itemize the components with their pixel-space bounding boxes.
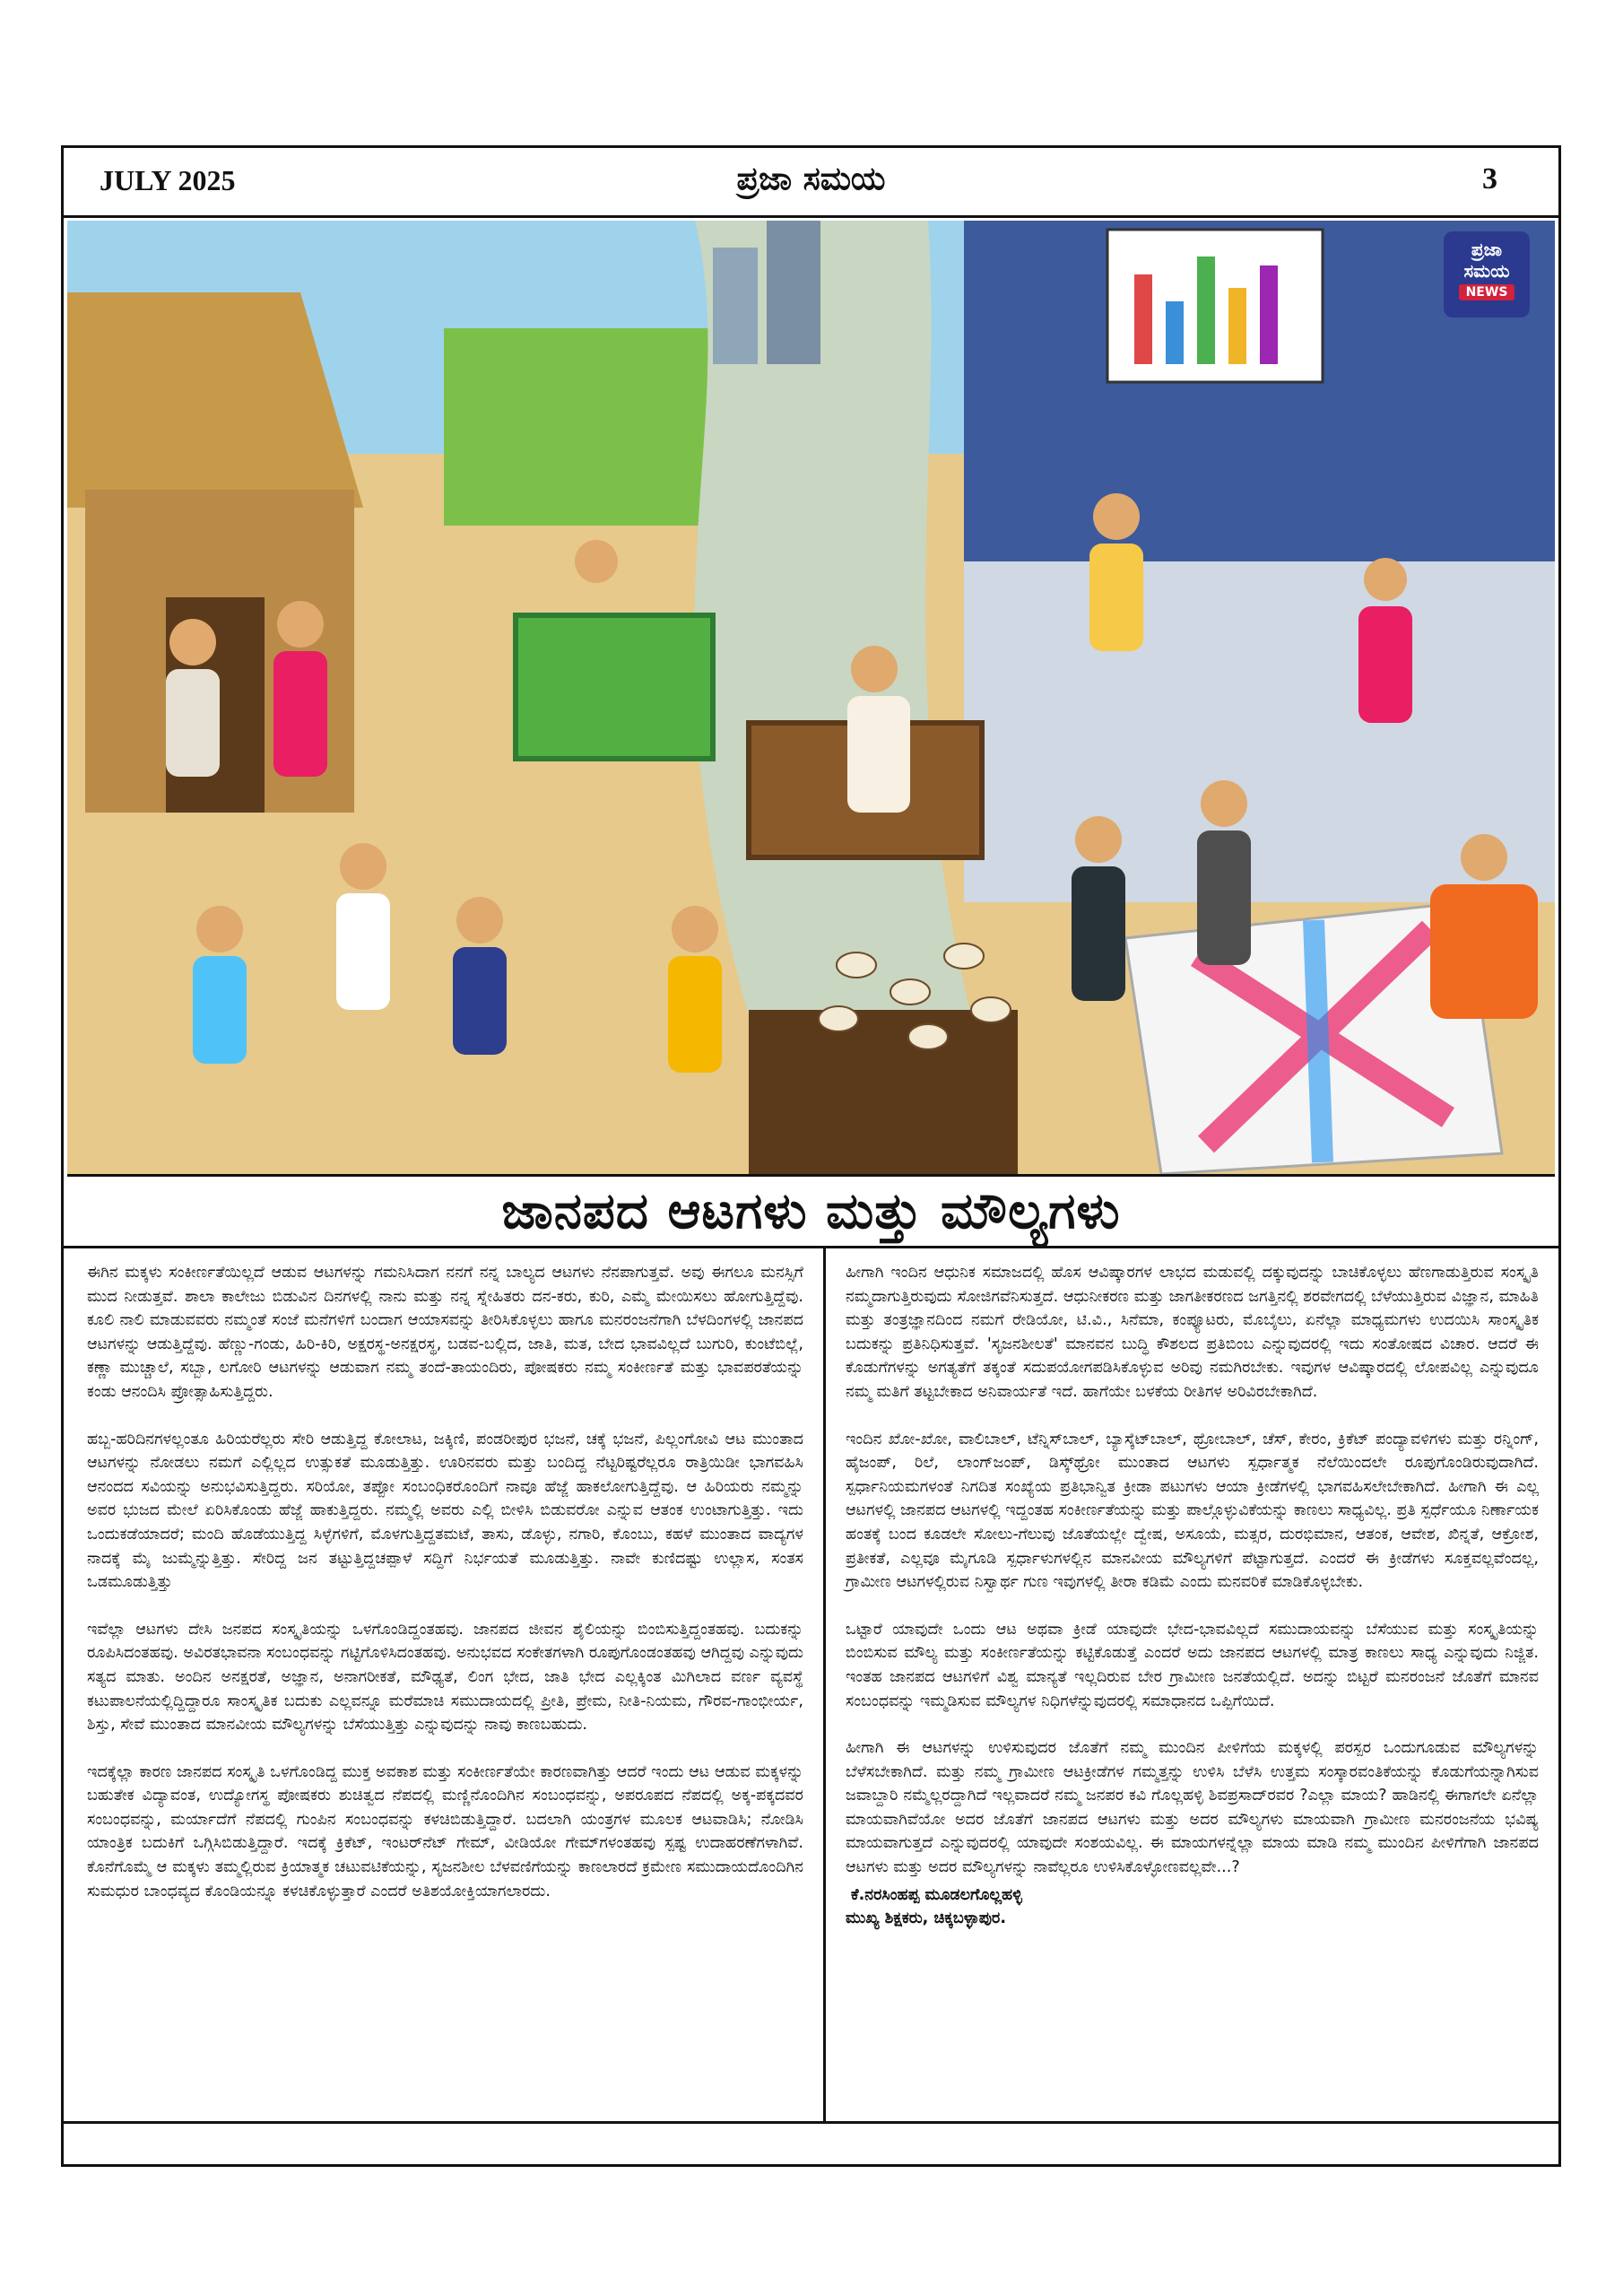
- praja-samaya-news-logo: ಪ್ರಜಾ ಸಮಯ NEWS: [1444, 231, 1530, 317]
- paragraph: ಇಂದಿನ ಖೋ-ಖೋ, ವಾಲಿಬಾಲ್, ಟೆನ್ನಿಸ್‌ಬಾಲ್, ಬ್ಯಾಸ್ಕೆಟ್‌ಬಾಲ್, ಥ್ರೋಬಾಲ್, ಚೆಸ್, ಕೇರಂ, ಕ್ರಿಕೆಟ್ ಪಂದ್ಯಾವಳಿಗಳು ಮತ್ತು ರನ್ನಿಂಗ್, ಹೈಜಂಪ್, ರಿಲೆ, ಲಾಂಗ್‌ಜಂಪ್, ಡಿಸ್ಕ್‌ಥ್ರೋ ಮುಂತಾದ ಆಟಗಳು ಸ್ಪರ್ಧಾತ್ಮಕ ನೆಲೆಯಿಂದಲೇ ರೂಪುಗೊಂಡಿರುವುದಾಗಿದೆ. ಸ್ಪರ್ಧಾನಿಯಮಗಳಂತೆ ನಿಗದಿತ ಸಂಖ್ಯೆಯ ಪ್ರತಿಭಾನ್ವಿತ ಕ್ರೀಡಾ ಪಟುಗಳು ಆಯಾ ಕ್ರೀಡೆಗಳಲ್ಲಿ ಭಾಗವಹಿಸಲೇಬೇಕಾಗಿದೆ. ಹೀಗಾಗಿ ಈ ಎಲ್ಲ ಆಟಗಳಲ್ಲಿ ಜಾನಪದ ಆಟಗಳಲ್ಲಿ ಇದ್ದಂತಹ ಸಂಕೀರ್ಣತೆಯನ್ನು ಮತ್ತು ಪಾಲ್ಗೊಳ್ಳುವಿಕೆಯನ್ನು ಕಾಣಲು ಸಾಧ್ಯವಿಲ್ಲ. ಪ್ರತಿ ಸ್ಪರ್ಧೆಯೂ ನಿರ್ಣಾಯಕ ಹಂತಕ್ಕೆ ಬಂದ ಕೂಡಲೇ ಸೋಲು-ಗೆಲುವು ಜೊತೆಯಲ್ಲೇ ದ್ವೇಷ, ಅಸೂಯೆ, ಮತ್ಸರ, ದುರಭಿಮಾನ, ಆತಂಕ, ಆವೇಶ, ಖಿನ್ನತೆ, ಆಕ್ರೋಶ, ಪ್ರತೀಕತೆ, ಎಲ್ಲವೂ ಮೈಗೂಡಿ ಸ್ಪರ್ಧಾಳುಗಳಲ್ಲಿನ ಮಾನವೀಯ ಮೌಲ್ಯಗಳಿಗೆ ಪೆಟ್ಟಾಗುತ್ತದೆ. ಎಂದರೆ ಈ ಕ್ರೀಡೆಗಳು ಸೂಕ್ತವಲ್ಲವೆಂದಲ್ಲ, ಗ್ರಾಮೀಣ ಆಟಗಳಲ್ಲಿರುವ ನಿಸ್ವಾರ್ಥ ಗುಣ ಇವುಗಳಲ್ಲಿ ತೀರಾ ಕಡಿಮೆ ಎಂದು ಮನವರಿಕೆ ಮಾಡಿಕೊಳ್ಳಬೇಕು.: [846, 1430, 1539, 1592]
- left-column: [64, 1248, 826, 2121]
- paragraph: ಇವೆಲ್ಲಾ ಆಟಗಳು ದೇಸಿ ಜನಪದ ಸಂಸ್ಕೃತಿಯನ್ನು ಒಳಗೊಂಡಿದ್ದಂತಹವು. ಜಾನಪದ ಜೀವನ ಶೈಲಿಯನ್ನು ಬಿಂಬಿಸುತ್ತಿದ್ದಂತಹವು. ಬದುಕನ್ನು ರೂಪಿಸಿದಂತಹವು. ಅವಿರತಭಾವನಾ ಸಂಬಂಧವನ್ನು ಗಟ್ಟಿಗೊಳಿಸಿದಂತಹವು. ಅನುಭವದ ಸಂಕೇತಗಳಾಗಿ ರೂಪುಗೊಂಡಂತಹವು ಆಗಿದ್ದವು ಎನ್ನುವುದು ಸತ್ಯದ ಮಾತು. ಅಂದಿನ ಅನಕ್ಷರತೆ, ಅಜ್ಞಾನ, ಅನಾಗರೀಕತೆ, ಮೌಢ್ಯತೆ, ಲಿಂಗ ಭೇದ, ಜಾತಿ ಭೇದ ಎಲ್ಲಕ್ಕಿಂತ ಮಿಗಿಲಾದ ವರ್ಣ ವ್ಯವಸ್ಥೆ ಕಟುಪಾಲನೆಯಲ್ಲಿದ್ದಿದ್ದಾರೂ ಸಾಂಸ್ಕೃತಿಕ ಬದುಕು ಎಲ್ಲವನ್ನೂ ಮರೆಮಾಚಿ ಸಮುದಾಯದಲ್ಲಿ ಪ್ರೀತಿ, ಪ್ರೇಮ, ನೀತಿ-ನಿಯಮ, ಗೌರವ-ಗಾಂಭೀರ್ಯ, ಶಿಸ್ತು, ಸೇವೆ ಮುಂತಾದ ಮಾನವೀಯ ಮೌಲ್ಯಗಳನ್ನು ಬೆಸೆಯುತ್ತಿತ್ತು ಎನ್ನುವುದನ್ನು ನಾವು ಕಾಣಬಹುದು.: [87, 1620, 803, 1735]
- paragraph: ಹಬ್ಬ-ಹರಿದಿನಗಳಲ್ಲಂತೂ ಹಿರಿಯರೆಲ್ಲರು ಸೇರಿ ಆಡುತ್ತಿದ್ದ ಕೋಲಾಟ, ಜಕ್ಕಿಣಿ, ಪಂಡರೀಪುರ ಭಜನೆ, ಚಕ್ಕೆ ಭಜನೆ, ಪಿಲ್ಲಂಗೋವಿ ಆಟ ಮುಂತಾದ ಆಟಗಳನ್ನು ನೋಡಲು ನಮಗೆ ಎಲ್ಲಿಲ್ಲದ ಉತ್ಸುಕತೆ ಮೂಡುತ್ತಿತ್ತು. ಊರಿನವರು ಮತ್ತು ಬಂದಿದ್ದ ನೆಟ್ಟರಿಷ್ಟರೆಲ್ಲರೂ ರಾತ್ರಿಯಿಡೀ ಭಾಗವಹಿಸಿ ಆನಂದದ ಸವಿಯನ್ನು ಅನುಭವಿಸುತ್ತಿದ್ದರು. ಸರಿಯೋ, ತಪ್ಪೋ ಸಂಬಂಧಿಕರೊಂದಿಗೆ ನಾವೂ ಹೆಜ್ಜೆ ಹಾಕಲೋಗುತ್ತಿದ್ದೆವು. ಆ ಹಿರಿಯರು ನಮ್ಮನ್ನು ಅವರ ಭುಜದ ಮೇಲೆ ಏರಿಸಿಕೊಂಡು ಹೆಜ್ಜೆ ಹಾಕುತ್ತಿದ್ದರು. ನಮ್ಮಲ್ಲಿ ಅವರು ಎಲ್ಲಿ ಬೀಳಿಸಿ ಬಿಡುವರೋ ಎನ್ನುವ ಆತಂಕ ಉಂಟಾಗುತ್ತಿತ್ತು. ಇದು ಒಂದುಕಡೆಯಾದರೆ; ಮಂದಿ ಹೊಡೆಯುತ್ತಿದ್ದ ಸಿಳ್ಳೆಗಳಿಗೆ, ಮೊಳಗುತ್ತಿದ್ದತಮಟೆ, ತಾಸು, ಡೊಳ್ಳು, ನಗಾರಿ, ಕೊಂಬು, ಕಹಳೆ ಮುಂತಾದ ವಾದ್ಯಗಳ ನಾದಕ್ಕೆ ಮೈ ಜುಮ್ಮೆನ್ನುತ್ತಿತ್ತು. ಸೇರಿದ್ದ ಜನ ತಟ್ಟುತ್ತಿದ್ದಚಪ್ಪಾಳೆ ಸದ್ದಿಗೆ ನಿರ್ಭಯತೆ ಮೂಡುತ್ತಿತ್ತು. ನಾವೇ ಕುಣಿದಷ್ಟು ಉಲ್ಲಾಸ, ಸಂತಸ ಒಡಮೂಡುತ್ತಿತ್ತು: [87, 1430, 803, 1592]
- illustration-folk-games: [67, 221, 1555, 1174]
- paragraph: ಇದಕ್ಕೆಲ್ಲಾ ಕಾರಣ ಜಾನಪದ ಸಂಸ್ಕೃತಿ ಒಳಗೊಂಡಿದ್ದ ಮುಕ್ತ ಅವಕಾಶ ಮತ್ತು ಸಂಕೀರ್ಣತೆಯೇ ಕಾರಣವಾಗಿತ್ತು ಆದರೆ ಇಂದು ಆಟ ಆಡುವ ಮಕ್ಕಳನ್ನು ಬಹುತೇಕ ವಿದ್ಯಾವಂತ, ಉದ್ಯೋಗಸ್ಥ ಪೋಷಕರು ಶುಚಿತ್ವದ ನೆಪದಲ್ಲಿ ಮಣ್ಣಿನೊಂದಿಗಿನ ಸಂಬಂಧವನ್ನು, ಅಪರೂಪದ ನೆಪದಲ್ಲಿ ಅಕ್ಕ-ಪಕ್ಕದವರ ಸಂಬಂಧವನ್ನು, ಮರ್ಯಾದೆಗೆ ನೆಪದಲ್ಲಿ ಗುಂಪಿನ ಸಂಬಂಧವನ್ನು ಕಳಚಿಬಿಡುತ್ತಿದ್ದಾರೆ. ಬದಲಾಗಿ ಯಂತ್ರಗಳ ಮೂಲಕ ಆಟವಾಡಿಸಿ; ನೋಡಿಸಿ ಯಾಂತ್ರಿಕ ಬದುಕಿಗೆ ಒಗ್ಗಿಸಿಬಿಡುತ್ತಿದ್ದಾರೆ. ಇದಕ್ಕೆ ಕ್ರಿಕೆಟ್, ಇಂಟರ್‌ನೆಟ್ ಗೇಮ್, ವೀಡಿಯೋ ಗೇಮ್‌ಗಳಂತಹವು ಸ್ಪಷ್ಟ ಉದಾಹರಣೆಗಳಾಗಿವೆ. ಕೊನೆಗೊಮ್ಮೆ ಆ ಮಕ್ಕಳು ತಮ್ಮಲ್ಲಿರುವ ಕ್ರಿಯಾತ್ಮಕ ಚಟುವಟಿಕೆಯನ್ನು, ಸೃಜನಶೀಲ ಬೆಳವಣಿಗೆಯನ್ನು ಕಾಣಲಾರದೆ ಕ್ರಮೇಣ ಸಮುದಾಯದೊಂದಿಗಿನ ಸುಮಧುರ ಬಾಂಧವ್ಯದ ಕೊಂಡಿಯನ್ನೂ ಕಳಚಿಕೊಳ್ಳುತ್ತಾರೆ ಎಂದರೆ ಅತಿಶಯೋಕ್ತಿಯಾಗಲಾರದು.: [87, 1762, 803, 1900]
- article-headline: ಜಾನಪದ ಆಟಗಳು ಮತ್ತು ಮೌಲ್ಯಗಳು: [64, 1177, 1558, 1248]
- page-frame: [61, 145, 1561, 2167]
- article-body: [64, 1248, 1558, 2124]
- page-header: [64, 148, 1558, 218]
- author-role: ಮುಖ್ಯ ಶಿಕ್ಷಕರು, ಚಿಕ್ಕಬಳ್ಳಾಪುರ.: [846, 1909, 1007, 1927]
- author-name: ಕೆ.ನರಸಿಂಹಪ್ಪ ಮೂಡಲಗೊಲ್ಲಹಳ್ಳಿ: [851, 1885, 1022, 1904]
- paragraph: ಈಗಿನ ಮಕ್ಕಳು ಸಂಕೀರ್ಣತೆಯಿಲ್ಲದೆ ಆಡುವ ಆಟಗಳನ್ನು ಗಮನಿಸಿದಾಗ ನನಗೆ ನನ್ನ ಬಾಲ್ಯದ ಆಟಗಳು ನೆನಪಾಗುತ್ತವೆ. ಅವು ಈಗಲೂ ಮನಸ್ಸಿಗೆ ಮುದ ನೀಡುತ್ತವೆ. ಶಾಲಾ ಕಾಲೇಜು ಬಿಡುವಿನ ದಿನಗಳಲ್ಲಿ ನಾನು ಮತ್ತು ನನ್ನ ಸ್ನೇಹಿತರು ದನ-ಕರು, ಕುರಿ, ಎಮ್ಮೆ ಮೇಯಿಸಲು ಹೋಗುತ್ತಿದ್ದೆವು. ಕೂಲಿ ನಾಲಿ ಮಾಡುವವರು ನಮ್ಮಂತೆ ಸಂಜೆ ಮನೆಗಳಿಗೆ ಬಂದಾಗ ಆಯಾಸವನ್ನು ತೀರಿಸಿಕೊಳ್ಳಲು ಹಾಗೂ ಮನರಂಜನೆಗಾಗಿ ಬೆಳದಿಂಗಳಲ್ಲಿ ಜಾನಪದ ಆಟಗಳನ್ನು ಆಡುತ್ತಿದ್ದೆವು. ಹೆಣ್ಣು-ಗಂಡು, ಹಿರಿ-ಕಿರಿ, ಅಕ್ಷರಸ್ಥ-ಅನಕ್ಷರಸ್ಥ, ಬಡವ-ಬಲ್ಲಿದ, ಜಾತಿ, ಮತ, ಬೇದ ಭಾವವಿಲ್ಲದೆ ಬುಗುರಿ, ಕುಂಟೆಬಿಲ್ಲೆ, ಕಣ್ಣಾ ಮುಚ್ಚಾಲೆ, ಸಬ್ಬಾ, ಲಗೋರಿ ಆಟಗಳನ್ನು ಆಡುವಾಗ ನಮ್ಮ ತಂದೆ-ತಾಯಂದಿರು, ಪೋಷಕರು ನಮ್ಮ ಸಂಕೀರ್ಣತೆ ಮತ್ತು ಭಾವಪರತೆಯನ್ನು ಕಂಡು ಆನಂದಿಸಿ ಪ್ರೋತ್ಸಾಹಿಸುತ್ತಿದ್ದರು.: [87, 1264, 803, 1401]
- paragraph: ಹೀಗಾಗಿ ಇಂದಿನ ಆಧುನಿಕ ಸಮಾಜದಲ್ಲಿ ಹೊಸ ಆವಿಷ್ಕಾರಗಳ ಲಾಭದ ಮಡುವಲ್ಲಿ ದಕ್ಕುವುದನ್ನು ಬಾಚಿಕೊಳ್ಳಲು ಹೆಣಗಾಡುತ್ತಿರುವ ಸಂಸ್ಕೃತಿ ನಮ್ಮದಾಗುತ್ತಿರುವುದು ಸೋಜಿಗವೆನಿಸುತ್ತದೆ. ಆಧುನೀಕರಣ ಮತ್ತು ಜಾಗತೀಕರಣದ ಜಗತ್ತಿನಲ್ಲಿ ಶರವೇಗದಲ್ಲಿ ಬೆಳೆಯುತ್ತಿರುವ ವಿಜ್ಞಾನ, ಮಾಹಿತಿ ಮತ್ತು ತಂತ್ರಜ್ಞಾನದಿಂದ ನಮಗೆ ರೇಡಿಯೋ, ಟಿ.ವಿ., ಸಿನೆಮಾ, ಕಂಪ್ಯೂಟರು, ಮೊಬೈಲು, ಏನೆಲ್ಲಾ ಮಾಧ್ಯಮಗಳು ಉದಯಿಸಿ ಸಾಂಸ್ಕೃತಿಕ ಬದುಕನ್ನು ಪ್ರತಿನಿಧಿಸುತ್ತವೆ. 'ಸೃಜನಶೀಲತೆ' ಮಾನವನ ಬುದ್ಧಿ ಕೌಶಲದ ಪ್ರತಿಬಿಂಬ ಎನ್ನುವುದರಲ್ಲಿ ಇದು ಸಂತೋಷದ ವಿಚಾರ. ಆದರೆ ಈ ಕೊಡುಗೆಗಳನ್ನು ಅಗತ್ಯತೆಗೆ ತಕ್ಕಂತೆ ಸದುಪಯೋಗಪಡಿಸಿಕೊಳ್ಳುವ ಅರಿವು ನಮಗಿರಬೇಕು. ಇವುಗಳ ಆವಿಷ್ಕಾರದಲ್ಲಿ ಲೋಪವಿಲ್ಲ ಎನ್ನುವುದೂ ನಮ್ಮ ಮತಿಗೆ ತಟ್ಟಬೇಕಾದ ಅನಿವಾರ್ಯತೆ ಇದೆ. ಹಾಗೆಯೇ ಬಳಕೆಯ ರೀತಿಗಳ ಅರಿವಿರಬೇಕಾಗಿದೆ.: [846, 1264, 1539, 1401]
- page-number: 3: [1482, 162, 1497, 196]
- paragraph: ಹೀಗಾಗಿ ಈ ಆಟಗಳನ್ನು ಉಳಿಸುವುದರ ಜೊತೆಗೆ ನಮ್ಮ ಮುಂದಿನ ಪೀಳಿಗೆಯ ಮಕ್ಕಳಲ್ಲಿ ಪರಸ್ಪರ ಒಂದುಗೂಡುವ ಮೌಲ್ಯಗಳನ್ನು ಬೆಳೆಸಬೇಕಾಗಿದೆ. ಮತ್ತು ನಮ್ಮ ಗ್ರಾಮೀಣ ಆಟಕ್ರೀಡೆಗಳ ಗಮ್ಮತ್ತನ್ನು ಉಳಿಸಿ ಬೆಳೆಸಿ ಉತ್ತಮ ಸಂಸ್ಕಾರವಂತಿಕೆಯನ್ನು ಕೊಡುಗೆಯನ್ನಾಗಿಸುವ ಜವಾಬ್ದಾರಿ ನಮ್ಮೆಲ್ಲರದ್ದಾಗಿದೆ ಇಲ್ಲವಾದರೆ ನಮ್ಮ ಜನಪರ ಕವಿ ಗೊಲ್ಲಹಳ್ಳಿ ಶಿವಪ್ರಸಾದ್‌ರವರ ?ಎಲ್ಲಾ ಮಾಯ? ಹಾಡಿನಲ್ಲಿ ಈಗಾಗಲೇ ಏನೆಲ್ಲಾ ಮಾಯವಾಗಿವೆಯೋ ಅದರ ಜೊತೆಗೆ ಜಾನಪದ ಆಟಗಳು ಮತ್ತು ಅದರ ಮೌಲ್ಯಗಳು ಮಾಯವಾಗಿ ಗ್ರಾಮೀಣ ಮನರಂಜನೆಯ ಭವಿಷ್ಯ ಮಾಯವಾಗುತ್ತದೆ ಎನ್ನುವುದರಲ್ಲಿ ಯಾವುದೇ ಸಂಶಯವಿಲ್ಲ. ಈ ಮಾಯಗಳನ್ನೆಲ್ಲಾ ಮಾಯ ಮಾಡಿ ನಮ್ಮ ಮುಂದಿನ ಪೀಳಿಗೆಗಾಗಿ ಜಾನಪದ ಆಟಗಳು ಮತ್ತು ಅದರ ಮೌಲ್ಯಗಳನ್ನು ನಾವೆಲ್ಲರೂ ಉಳಿಸಿಕೊಳ್ಳೋಣವಲ್ಲವೇ...?: [846, 1739, 1539, 1877]
- newspaper-title: ಪ್ರಜಾ ಸಮಯ: [736, 161, 886, 197]
- paragraph: ಒಟ್ಟಾರೆ ಯಾವುದೇ ಒಂದು ಆಟ ಅಥವಾ ಕ್ರೀಡೆ ಯಾವುದೇ ಭೇದ-ಭಾವವಿಲ್ಲದೆ ಸಮುದಾಯವನ್ನು ಬೆಸೆಯುವ ಮತ್ತು ಸಂಸ್ಕೃತಿಯನ್ನು ಬಿಂಬಿಸುವ ಮೌಲ್ಯ ಮತ್ತು ಸಂಕೀರ್ಣತೆಯನ್ನು ಕಟ್ಟಿಕೊಡುತ್ತೆ ಎಂದರೆ ಅದು ಜಾನಪದ ಆಟಗಳಲ್ಲಿ ಮಾತ್ರ ಕಾಣಲು ಸಾಧ್ಯ ಎನ್ನುವುದು ನಿಜ್ಜಿತ. ಇಂತಹ ಜಾನಪದ ಆಟಗಳಿಗೆ ವಿಶ್ವ ಮಾನ್ಯತೆ ಇಲ್ಲದಿರುವ ಬೇರ ಗ್ರಾಮೀಣ ಜನತೆಯಲ್ಲಿದೆ. ಅದನ್ನು ಬಿಟ್ಟರೆ ಮನರಂಜನೆ ಜೊತೆಗೆ ಮಾನವ ಸಂಬಂಧವನ್ನು ಇಮ್ಮಡಿಸುವ ಮೌಲ್ಯಗಳ ನಿಧಿಗಳೆನ್ನುವುದರಲ್ಲಿ ಸಮಾಧಾನದ ಒಪ್ಪಿಗೆಯಿದೆ.: [846, 1620, 1539, 1710]
- issue-date: JULY 2025: [100, 164, 236, 196]
- hero-illustration: [67, 221, 1555, 1177]
- right-column: [826, 1248, 1558, 2121]
